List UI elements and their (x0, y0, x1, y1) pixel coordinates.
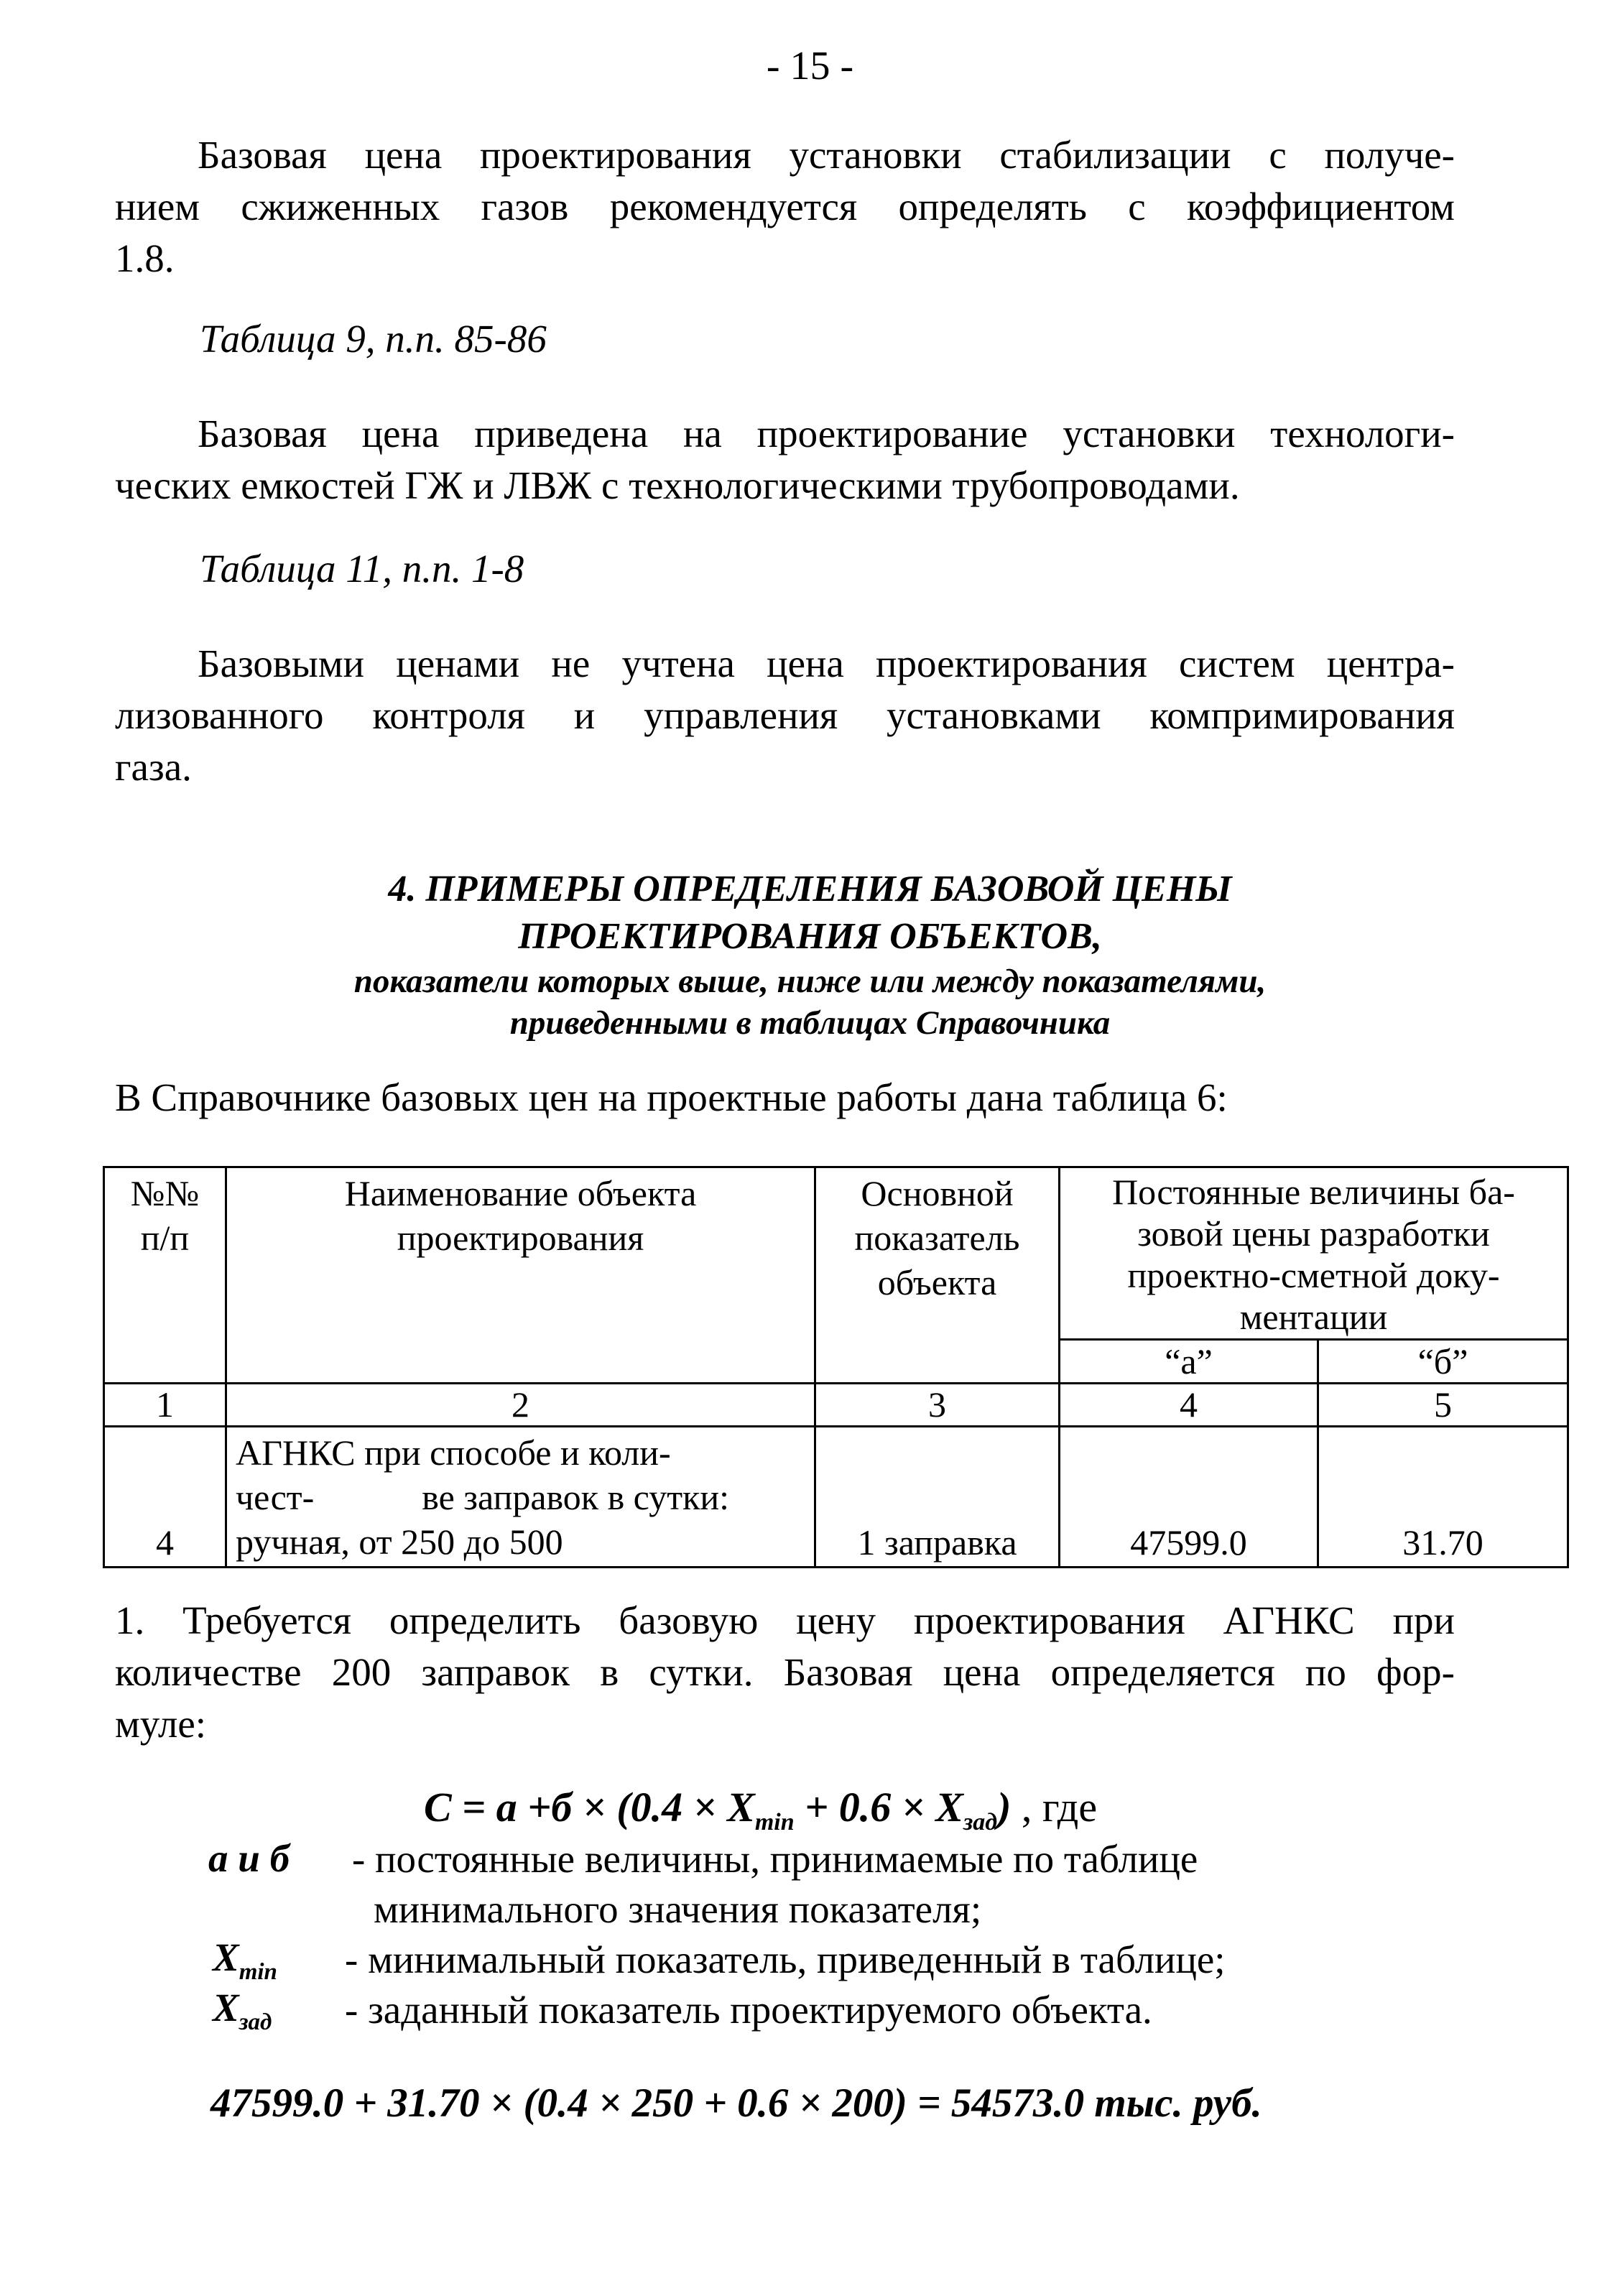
row-number: 4 (156, 1522, 174, 1563)
definition-line: минимального значения показателя; (374, 1887, 982, 1931)
table-reference: Таблица 11, п.п. 1-8 (200, 547, 524, 591)
paragraph-line: газа. (115, 745, 192, 789)
paragraph-line: количестве 200 заправок в сутки. Базовая цена определяется по фор- (115, 1650, 1455, 1694)
header-object-name (227, 1171, 814, 1260)
paragraph-line: муле: (115, 1702, 207, 1746)
paragraph-line: ческих емкостей ГЖ и ЛВЖ с технологическими трубопроводами. (115, 463, 1240, 507)
paragraph-tanks (115, 408, 1455, 511)
formula-part: + 0.6 × X (794, 1784, 963, 1830)
cell-text: АГНКС при способе и коли- (236, 1432, 671, 1473)
paragraph-line: нием сжиженных газов рекомендуется определять с коэффициентом (115, 185, 1455, 228)
header-text: ментации (1239, 1297, 1388, 1337)
header-text: показатель (854, 1218, 1020, 1258)
cell-text: ручная, от 250 до 500 (236, 1522, 563, 1562)
header-number (105, 1171, 225, 1260)
paragraph-line: Базовая цена проектирования установки стабилизации с получе- (198, 133, 1455, 177)
header-text: Постоянные величины ба- (1112, 1172, 1515, 1212)
column-number: 5 (1434, 1384, 1452, 1425)
heading-line: 4. ПРИМЕРЫ ОПРЕДЕЛЕНИЯ БАЗОВОЙ ЦЕНЫ (388, 869, 1232, 909)
header-text: Основной (861, 1173, 1014, 1213)
heading-subline: приведенными в таблицах Справочника (509, 1004, 1111, 1042)
header-constants (1060, 1171, 1567, 1338)
calculation-result: 47599.0 + 31.70 × (0.4 × 250 + 0.6 × 200) = 54573.0 тыс. руб. (210, 2080, 1262, 2126)
formula-subscript: min (754, 1809, 795, 1836)
row-object-name (236, 1430, 810, 1564)
header-text: проектирования (397, 1218, 644, 1258)
section-heading (108, 866, 1512, 1044)
definition-term (213, 1985, 272, 2036)
paragraph-line: Базовая цена приведена на проектирование установки технологи- (198, 412, 1455, 455)
formula-part: C = a +б × (0.4 × X (424, 1784, 755, 1830)
paragraph-line: 1. Требуется определить базовую цену проектирования АГНКС при (115, 1598, 1455, 1642)
paragraph-control-systems (115, 638, 1455, 793)
paragraph-line: лизованного контроля и управления установками компримирования (115, 693, 1455, 737)
column-number: 4 (1180, 1384, 1198, 1425)
definition-text (345, 1935, 1226, 1985)
term-text: X (213, 1935, 239, 1979)
formula-part: ) (997, 1784, 1012, 1830)
price-formula (424, 1783, 1097, 1836)
row-value-b: 31.70 (1402, 1522, 1484, 1563)
paragraph-line: 1.8. (115, 236, 175, 280)
cell-text: чест- ве заправок в сутки: (236, 1477, 730, 1517)
definition-term (208, 1836, 290, 1881)
row-value-a: 47599.0 (1130, 1522, 1247, 1563)
formula-subscript: зад (963, 1809, 998, 1836)
header-main-indicator (816, 1171, 1058, 1305)
term-subscript: зад (239, 2009, 272, 2035)
term-text: а и б (208, 1836, 290, 1880)
term-text: X (213, 1986, 239, 2029)
definition-line: - минимальный показатель, приведенный в таблице; (345, 1938, 1226, 1981)
price-table (103, 1166, 1569, 1568)
definition-term (213, 1935, 277, 1986)
header-b: “б” (1417, 1341, 1468, 1381)
table-intro: В Справочнике базовых цен на проектные работы дана таблица 6: (115, 1075, 1228, 1119)
column-number: 1 (156, 1384, 174, 1425)
term-subscript: min (239, 1959, 277, 1985)
formula-tail: , где (1011, 1784, 1098, 1830)
header-text: №№ (130, 1173, 200, 1213)
header-text: зовой цены разработки (1137, 1213, 1490, 1254)
header-a: “а” (1165, 1341, 1213, 1381)
table-reference: Таблица 9, п.п. 85-86 (200, 317, 547, 361)
heading-subline: показатели которых выше, ниже или между показателями, (353, 963, 1267, 1000)
column-number: 3 (928, 1384, 946, 1425)
row-main-indicator: 1 заправка (857, 1522, 1017, 1563)
paragraph-line: Базовыми ценами не учтена цена проектирования систем центра- (198, 642, 1455, 685)
definition-line: - заданный показатель проектируемого объекта. (345, 1988, 1152, 2032)
header-text: проектно-сметной доку- (1127, 1255, 1500, 1295)
paragraph-example (115, 1595, 1455, 1750)
heading-line: ПРОЕКТИРОВАНИЯ ОБЪЕКТОВ, (518, 916, 1102, 957)
column-number: 2 (512, 1384, 529, 1425)
page-number: - 15 - (766, 44, 854, 88)
header-text: Наименование объекта (344, 1173, 697, 1213)
definition-line: - постоянные величины, принимаемые по таблице (352, 1837, 1198, 1881)
definition-text (352, 1834, 1198, 1935)
definition-text (345, 1985, 1152, 2035)
header-text: объекта (877, 1262, 997, 1302)
header-text: п/п (140, 1218, 190, 1258)
paragraph-stabilization (115, 129, 1455, 284)
